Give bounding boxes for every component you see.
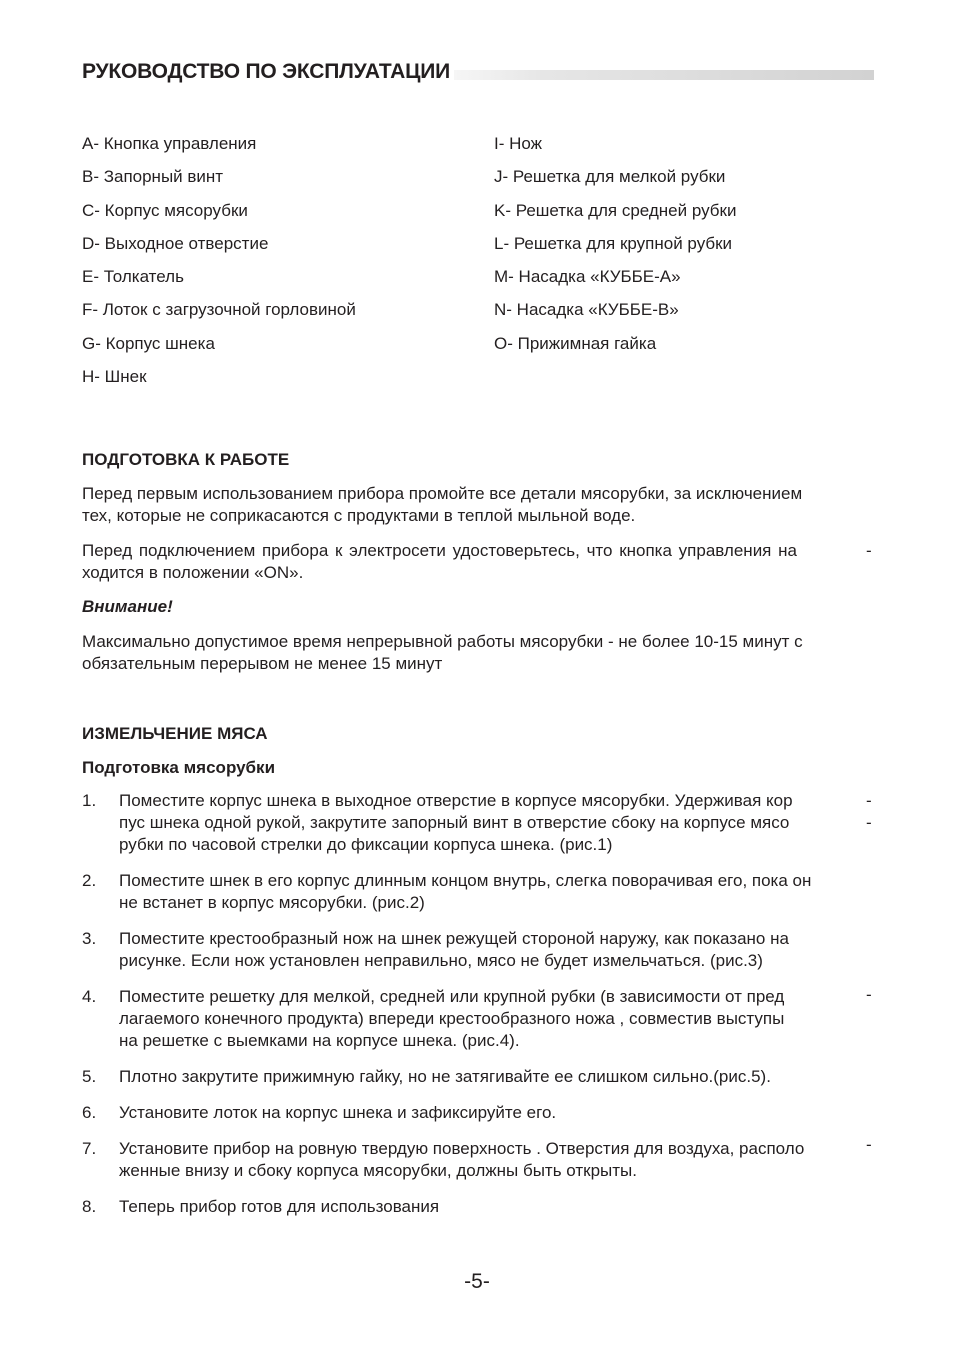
part-item-d: D- Выходное отверстие	[82, 233, 269, 253]
step-item-5	[82, 1066, 872, 1088]
step-number: 4.	[82, 987, 97, 1006]
hyphen-mark: -	[866, 985, 872, 1004]
part-item-j: J- Решетка для мелкой рубки	[494, 167, 726, 187]
attention-label: Внимание!	[82, 597, 173, 616]
step-number: 1.	[82, 791, 97, 810]
part-item-b: B- Запорный винт	[82, 167, 224, 187]
paragraph-line: Перед первым использованием прибора промойте все детали мясорубки, за исключением	[82, 484, 803, 503]
part-item-o: O- Прижимная гайка	[494, 333, 657, 353]
step-number: 2.	[82, 871, 97, 890]
paragraph-line: Максимально допустимое время непрерывной работы мясорубки - не более 10-15 минут с	[82, 632, 803, 651]
step-item-4	[82, 986, 872, 1052]
part-item-m: M- Насадка «КУББЕ-А»	[494, 267, 681, 287]
subsection-title: Подготовка мясорубки	[82, 758, 276, 777]
step-line: женные внизу и сбоку корпуса мясорубки, должны быть открыты.	[119, 1161, 637, 1180]
step-line: Плотно закрутите прижимную гайку, но не затягивайте ее слишком сильно.(рис.5).	[119, 1067, 771, 1086]
step-number: 5.	[82, 1067, 97, 1086]
step-line: Установите лоток на корпус шнека и зафиксируйте его.	[119, 1103, 557, 1122]
preparation-paragraph-3	[82, 631, 852, 675]
step-item-2	[82, 870, 872, 914]
part-item-c: C- Корпус мясорубки	[82, 200, 248, 220]
step-line: не встанет в корпус мясорубки. (рис.2)	[119, 893, 425, 912]
preparation-paragraph-2	[82, 540, 852, 584]
step-line: Поместите шнек в его корпус длинным концом внутрь, слегка поворачивая его, пока он	[119, 871, 812, 890]
step-item-1	[82, 790, 872, 856]
section-title-preparation: ПОДГОТОВКА К РАБОТЕ	[82, 450, 290, 469]
hyphen-mark: -	[866, 813, 872, 832]
step-item-3	[82, 928, 872, 972]
part-item-f: F- Лоток с загрузочной горловиной	[82, 300, 356, 320]
step-line: на решетке с выемками на корпусе шнека. (рис.4).	[119, 1031, 520, 1050]
step-line: Установите прибор на ровную твердую поверхность . Отверстия для воздуха, располо	[119, 1139, 805, 1158]
step-number: 8.	[82, 1197, 97, 1216]
hyphen-mark: -	[866, 541, 872, 560]
step-line: Поместите корпус шнека в выходное отверстие в корпусе мясорубки. Удерживая кор	[119, 791, 793, 810]
step-line: рисунке. Если нож установлен неправильно, мясо не будет измельчаться. (рис.3)	[119, 951, 763, 970]
part-item-a: A- Кнопка управления	[82, 134, 257, 153]
step-item-7	[82, 1138, 872, 1182]
step-line: Поместите крестообразный нож на шнек режущей стороной наружу, как показано на	[119, 929, 789, 948]
header-gradient-bar	[402, 70, 874, 80]
part-item-e: E- Толкатель	[82, 267, 184, 287]
step-line: рубки по часовой стрелки до фиксации корпуса шнека. (рис.1)	[119, 835, 613, 854]
step-item-6	[82, 1102, 872, 1124]
page-header	[82, 58, 874, 86]
step-item-8	[82, 1196, 872, 1218]
steps-list	[82, 790, 872, 1232]
paragraph-line: тех, которые не соприкасаются с продуктами в теплой мыльной воде.	[82, 506, 636, 525]
part-item-i: I- Нож	[494, 134, 543, 153]
part-item-l: L- Решетка для крупной рубки	[494, 233, 733, 253]
section-title-mincing: ИЗМЕЛЬЧЕНИЕ МЯСА	[82, 724, 268, 743]
paragraph-line: обязательным перерывом не менее 15 минут	[82, 654, 443, 673]
step-number: 3.	[82, 929, 97, 948]
parts-list-left	[82, 132, 482, 398]
step-number: 7.	[82, 1139, 97, 1158]
step-line: Поместите решетку для мелкой, средней или крупной рубки (в зависимости от пред	[119, 987, 785, 1006]
step-line: Теперь прибор готов для использования	[119, 1197, 440, 1216]
part-item-g: G- Корпус шнека	[82, 333, 215, 353]
step-line: лагаемого конечного продукта) впереди крестообразного ножа , совместив выступы	[119, 1009, 785, 1028]
paragraph-line: Перед подключением прибора к электросети удостоверьтесь, что кнопка управления на	[82, 541, 797, 560]
parts-list-right	[494, 132, 884, 365]
step-number: 6.	[82, 1103, 97, 1122]
page-number: -5-	[464, 1270, 490, 1293]
preparation-paragraph-1	[82, 483, 852, 527]
step-line: пус шнека одной рукой, закрутите запорный винт в отверстие сбоку на корпусе мясо	[119, 813, 790, 832]
paragraph-line: ходится в положении «ON».	[82, 563, 304, 582]
hyphen-mark: -	[866, 791, 872, 810]
page-title: РУКОВОДСТВО ПО ЭКСПЛУАТАЦИИ	[82, 60, 454, 84]
part-item-n: N- Насадка «КУББЕ-В»	[494, 300, 679, 320]
part-item-h: H- Шнек	[82, 367, 147, 387]
hyphen-mark: -	[866, 1135, 872, 1154]
part-item-k: K- Решетка для средней рубки	[494, 200, 737, 220]
